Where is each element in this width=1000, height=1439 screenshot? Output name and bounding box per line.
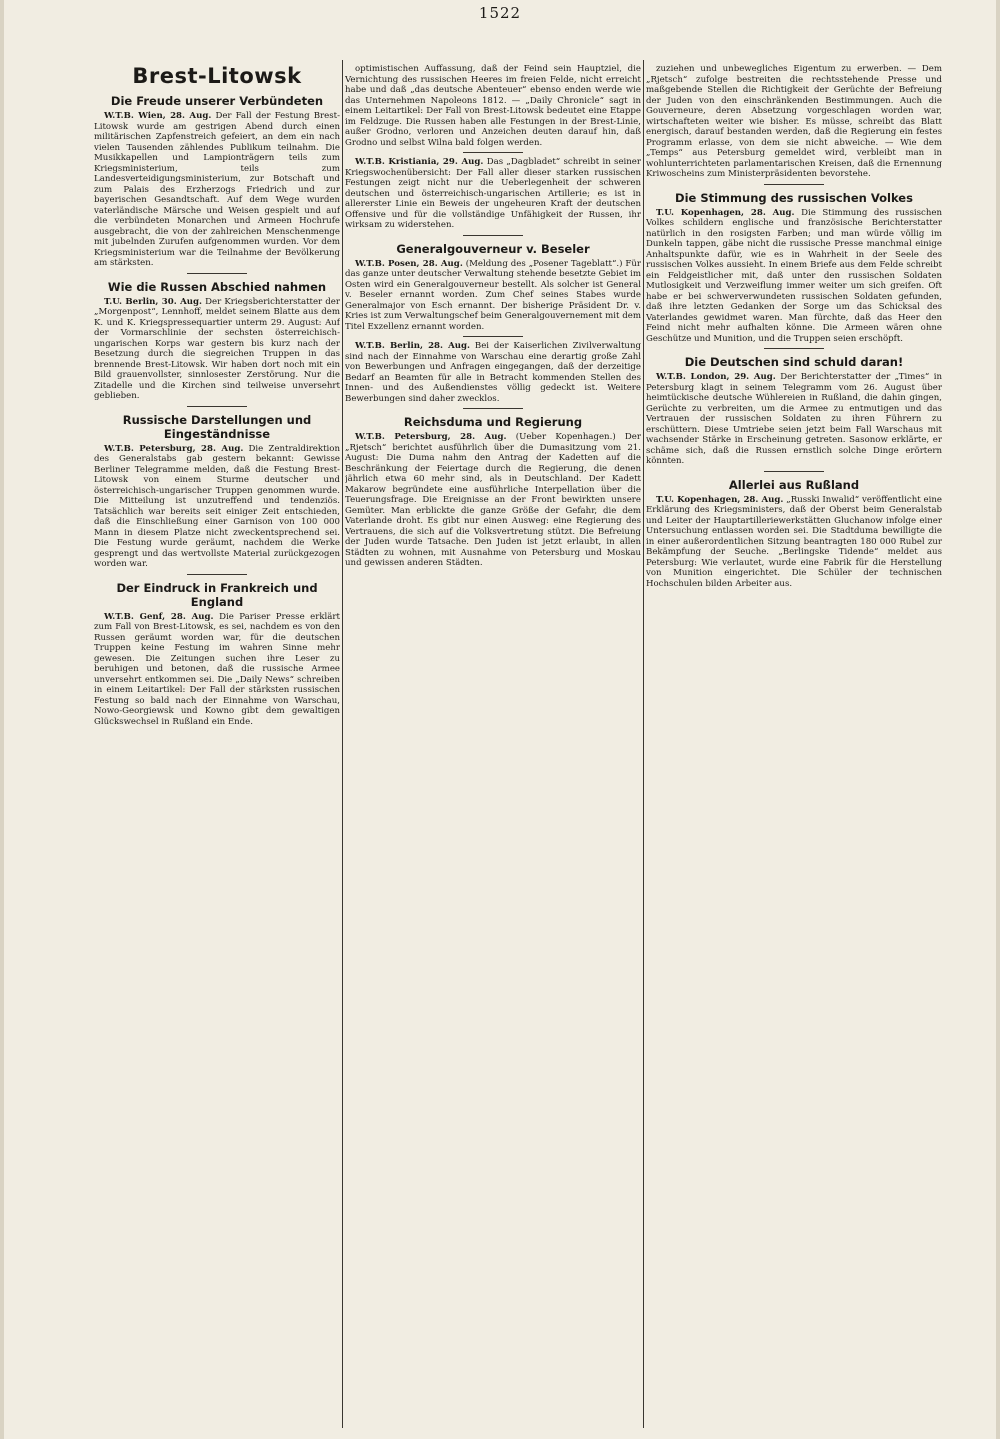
section-divider xyxy=(764,471,824,472)
column-rule xyxy=(643,60,644,1428)
column-rule xyxy=(342,60,343,1428)
section-divider xyxy=(187,574,247,575)
section-title: Allerlei aus Rußland xyxy=(728,477,860,492)
section-divider xyxy=(764,184,824,185)
article-text: Die Zentraldirektion des Generalstabs gab gestern bekannt: Gewisse Berliner Telegramme melden, daß die Festung Brest-Litowsk von einem Sturme deutscher und österreichisch-ungarischer Truppen genommen wurde. Die Mitteilung ist unzutreffend und tendenziös. Tatsächlich war bereits seit einiger Zeit entschieden, daß die Einschließung einer Garnison von 100 000 Mann in diesem Platze nicht zweckentsprechend sei. Die Festung wurde geräumt, nachdem die Werke gesprengt und das wertvollste Material zurückgezogen worden war. xyxy=(94,443,340,569)
section-title: Die Freude unserer Verbündeten xyxy=(110,94,324,108)
dateline: T.U. Berlin, 30. Aug. xyxy=(104,296,203,307)
right-page-edge xyxy=(996,0,1000,1439)
section-title: Russische Darstellungen und Eingeständnisse xyxy=(122,412,312,441)
article-text: (Meldung des „Posener Tageblatt“.) Für das ganze unter deutscher Verwaltung stehende besetzte Gebiet im Osten wird ein Generalgouverneur bestellt. Als solcher ist General v. Beseler ernannt worden. Zum Chef seines Stabes wurde Generalmajor von Esch ernannt. Der bisherige Präsident Dr. v. Kries ist zum Verwaltungschef beim Generalgouvernement mit dem Titel Exzellenz ernannt worden. xyxy=(345,258,641,332)
article-paragraph xyxy=(345,259,641,333)
main-headline: Brest-Litowsk xyxy=(132,64,302,88)
dateline: W.T.B. Genf, 28. Aug. xyxy=(104,611,214,622)
article-paragraph xyxy=(345,341,641,404)
section-divider xyxy=(463,152,523,153)
section-title: Generalgouverneur v. Beseler xyxy=(396,241,590,256)
section-title: Die Deutschen sind schuld daran! xyxy=(684,355,904,369)
article-paragraph: zuziehen und unbewegliches Eigentum zu erwerben. — Dem „Rjetsch“ zufolge bestreiten die rechtsstehende Presse und maßgebende Stellen die Richtigkeit der Gerüchte der Befreiung der Juden von den einschränkenden Bestimmungen. Auch die Gouverneure, deren Absetzung vorgeschlagen worden war, wirtschafteten weiter wie bisher. Es müsse, schreibt das Blatt energisch, darauf bestanden werden, daß die Regierung ein festes Programm erlasse, von dem sie nicht abweiche. — Wie dem „Temps“ aus Petersburg gemeldet wird, verbleibt man in wohlunterrichteten parlamentarischen Kreisen, daß die Ernennung Kriwoscheins zum Ministerpräsidenten bevorstehe. xyxy=(646,64,942,179)
dateline: W.T.B. Berlin, 28. Aug. xyxy=(355,341,471,351)
dateline: T.U. Kopenhagen, 28. Aug. xyxy=(656,494,784,505)
article-text: Bei der Kaiserlichen Zivilverwaltung sind nach der Einnahme von Warschau eine derartig große Zahl von Bewerbungen und Anfragen eingegangen, daß der derzeitige Bedarf an Beamten für alle in Betracht kommenden Stellen des Innen- und des Außendienstes völlig gedeckt ist. Weitere Bewerbungen sind daher zwecklos. xyxy=(345,341,641,404)
article-text: „Russki Inwalid“ veröffentlicht eine Erklärung des Kriegsministers, daß der Oberst beim Generalstab und Leiter der Hauptartilleriewerkstätten Gluchanow infolge einer Untersuchung entlassen worden sei. Die Stadtduma bewilligte die in einer außerordentlichen Sitzung beantragten 180 000 Rubel zur Bekämpfung der Seuche. „Berlingske Tidende“ meldet aus Petersburg: Wie verlautet, wurde eine Fabrik für die Herstellung von Munition eingerichtet. Die Schüler der technischen Hochschulen bilden Arbeiter aus. xyxy=(646,494,942,589)
article-paragraph: optimistischen Auffassung, daß der Feind sein Hauptziel, die Vernichtung des russischen Heeres im freien Felde, nicht erreicht habe und daß „das deutsche Abenteuer“ ebenso enden werde wie das Unternehmen Napoleons 1812. — „Daily Chronicle“ sagt in einem Leitartikel: Der Fall von Brest-Litowsk bedeutet eine Etappe im Feldzuge. Die Russen haben alle Festungen in der Brest-Linie, außer Grodno, verloren und Anzeichen deuten darauf hin, daß Grodno und selbst Wilna bald folgen werden. xyxy=(345,64,641,148)
article-paragraph xyxy=(94,297,340,402)
section-title: Reichsduma und Regierung xyxy=(403,415,583,429)
article-text: (Ueber Kopenhagen.) Der „Rjetsch“ berichtet ausführlich über die Dumasitzung vom 21. August: Die Duma nahm den Antrag der Kadetten auf die Beschränkung der Feiertage durch die Regierung, die denen jährlich etwa 60 mehr sind, als in Deutschland. Der Kadett Makarow begründete eine ausführliche Interpellation über die Teuerungsfrage. Die Ereignisse an der Front bewirkten unsere Gemüter. Man erblickte die ganze Größe der Gefahr, die dem Vaterlande droht. Es gibt nur einen Ausweg: eine Regierung des Vertrauens, die sich auf die Volksvertretung stützt. Die Befreiung der Juden wurde Tatsache. Den Juden ist jetzt erlaubt, in allen Städten zu wohnen, mit Ausnahme von Petersburg und Moskau und gewissen anderen Städten. xyxy=(345,432,641,568)
article-text: Der Berichterstatter der „Times“ in Petersburg klagt in seinem Telegramm vom 26. August über heimtückische deutsche Wühlereien in Rußland, die dahin gingen, Gerüchte zu verbreiten, um die Armee zu entmutigen und das Vertrauen der russischen Soldaten zu ihren Führern zu erschüttern. Diese Umtriebe seien jetzt beim Fall Warschaus mit wachsender Stärke in Erscheinung getreten. Sasonow erklärte, er schäme sich, daß die Russen ernstlich solche Dinge erörtern könnten. xyxy=(646,372,942,466)
dateline: W.T.B. Wien, 28. Aug. xyxy=(104,111,212,121)
page-number: 1522 xyxy=(478,4,522,22)
dateline: W.T.B. Petersburg, 28. Aug. xyxy=(355,432,507,442)
column-1 xyxy=(94,64,340,1424)
dateline: W.T.B. London, 29. Aug. xyxy=(656,372,776,382)
article-text: Die Pariser Presse erklärt zum Fall von Brest-Litowsk, es sei, nachdem es von den Russen geräumt worden war, für die deutschen Truppen keine Festung im wahren Sinne mehr gewesen. Die Zeitungen suchen ihre Leser zu beruhigen und betonen, daß die russische Armee unversehrt entkommen sei. Die „Daily News“ schreiben in einem Leitartikel: Der Fall der stärksten russischen Festung so bald nach der Einnahme von Warschau, Nowo-Georgiewsk und Kowno gibt dem gewaltigen Glückswechsel in Rußland ein Ende. xyxy=(94,611,340,727)
article-paragraph xyxy=(94,444,340,570)
section-divider xyxy=(764,348,824,349)
article-paragraph xyxy=(345,157,641,231)
section-divider xyxy=(187,273,247,274)
section-title: Wie die Russen Abschied nahmen xyxy=(107,279,327,294)
section-divider xyxy=(463,336,523,337)
article-text: Das „Dagbladet“ schreibt in seiner Kriegswochenübersicht: Der Fall aller dieser starken russischen Festungen zeigt nicht nur die Ueberlegenheit der schweren deutschen und österreichisch-ungarischen Artillerie; es ist in allererster Linie ein Beweis der ungeheuren Kraft der deutschen Offensive und für die vollständige Unfähigkeit der Russen, ihr wirksam zu widerstehen. xyxy=(345,157,641,230)
article-text: Die Stimmung des russischen Volkes schildern englische und französische Berichterstatter natürlich in den rosigsten Farben; und man würde völlig im Dunkeln tappen, gäbe nicht die russische Presse manchmal einige Anhaltspunkte dafür, wie es in Wahrheit in der Seele des russischen Volkes aussieht. In einem Briefe aus dem Felde schreibt ein Feldgeistlicher mit, daß unter den russischen Soldaten Mutlosigkeit und Verzweiflung immer weiter um sich greifen. Oft habe er bei schwerverwundeten russischen Soldaten gefunden, daß ihre letzten Gedanken der Sorge um das Schicksal des Vaterlandes gewidmet waren. Man fürchte, daß das Heer den Feind nicht mehr aufhalten könne. Die Armeen wären ohne Geschütze und Munition, und die Truppen seien erschöpft. xyxy=(646,207,942,344)
article-paragraph xyxy=(646,208,942,345)
dateline: W.T.B. Petersburg, 28. Aug. xyxy=(104,443,244,454)
article-paragraph xyxy=(94,111,340,269)
column-3 xyxy=(646,64,942,1424)
dateline: W.T.B. Posen, 28. Aug. xyxy=(355,258,463,269)
section-title: Der Eindruck in Frankreich und England xyxy=(116,580,318,609)
article-paragraph xyxy=(646,495,942,590)
section-divider xyxy=(463,408,523,409)
section-title: Die Stimmung des russischen Volkes xyxy=(675,190,913,205)
section-divider xyxy=(187,406,247,407)
article-text: Der Fall der Festung Brest-Litowsk wurde am gestrigen Abend durch einen militärischen Zapfenstreich gefeiert, an dem ein nach vielen Tausenden zählendes Publikum teilnahm. Die Musikkapellen und Lampionträgern teils zum Kriegsministerium, teils zum Landesverteidigungsministerium, zur Botschaft und zum Palais des Erzherzogs Friedrich und zur bayerischen Gesandtschaft. Auf dem Wege wurden vaterländische Märsche und Weisen gespielt und auf die verbündeten Monarchen und Armeen Hochrufe ausgebracht, die von der zahlreichen Menschenmenge mit jubelnden Zurufen aufgenommen wurden. Vor dem Kriegsministerium war die Teilnahme der Bevölkerung am stärksten. xyxy=(94,111,340,268)
article-paragraph xyxy=(94,612,340,728)
left-page-edge xyxy=(0,0,4,1439)
article-paragraph xyxy=(345,432,641,569)
column-2 xyxy=(345,64,641,1424)
section-divider xyxy=(463,235,523,236)
dateline: T.U. Kopenhagen, 28. Aug. xyxy=(656,207,795,218)
article-paragraph xyxy=(646,372,942,467)
article-text: Der Kriegsberichterstatter der „Morgenpost“, Lennhoff, meldet seinem Blatte aus dem K. und K. Kriegspressequartier unterm 29. August: Auf der Vormarschlinie der sechsten österreichisch-ungarischen Korps war gestern bis kurz nach der Besetzung durch die siegreichen Truppen in das brennende Brest-Litowsk. Wir haben dort noch mit ein Bild grauenvollster, sinnlosester Zerstörung. Nur die Zitadelle und die Kirchen sind teilweise unversehrt geblieben. xyxy=(94,296,340,401)
dateline: W.T.B. Kristiania, 29. Aug. xyxy=(355,157,484,167)
